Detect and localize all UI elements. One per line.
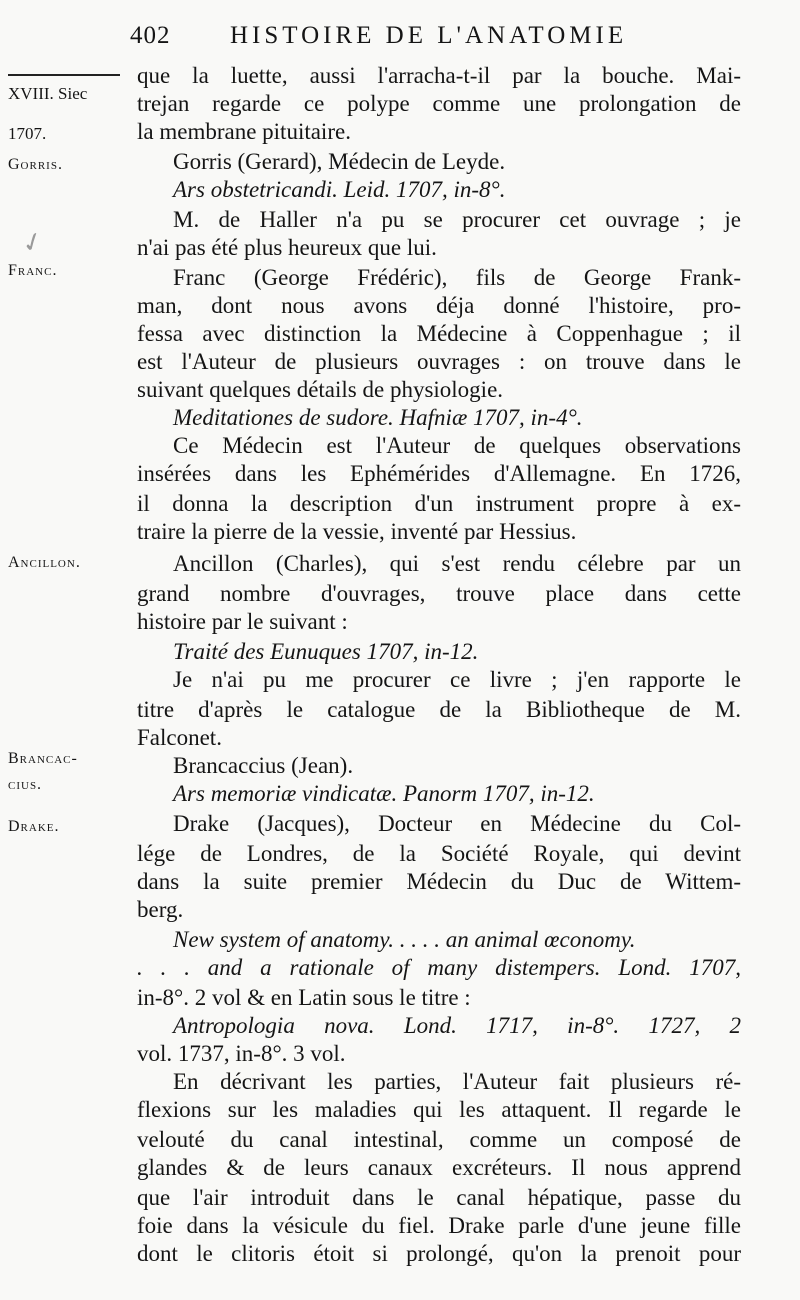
text-line: in-8°. 2 vol & en Latin sous le titre : [137, 985, 471, 1010]
text-line: glandes & de leurs canaux excréteurs. Il nous apprend [137, 1155, 741, 1180]
margin-note: Gorris. [8, 156, 63, 173]
text-line: est l'Auteur de plusieurs ouvrages : on trouve dans le [137, 349, 741, 374]
text-line: Ars obstetricandi. Leid. 1707, in-8°. [173, 177, 506, 202]
text-line: Gorris (Gerard), Médecin de Leyde. [173, 149, 506, 174]
text-line: lége de Londres, de la Société Royale, qui devint [137, 841, 741, 866]
text-line: dont le clitoris étoit si prolongé, qu'on la prenoit pour [137, 1241, 741, 1266]
text-line: Meditationes de sudore. Hafniæ 1707, in-4°. [173, 405, 583, 430]
text-line: que l'air introduit dans le canal hépatique, passe du [137, 1185, 741, 1210]
text-line: histoire par le suivant : [137, 609, 348, 634]
margin-note: Ancillon. [8, 554, 81, 571]
text-line: . . . and a rationale of many distempers. Lond. 1707, [137, 955, 741, 980]
page-header [130, 22, 770, 56]
text-line: Drake (Jacques), Docteur en Médecine du Col- [173, 811, 741, 836]
text-line: insérées dans les Ephémérides d'Allemagne. En 1726, [137, 461, 741, 486]
text-line: flexions sur les maladies qui les attaquent. Il regarde le [137, 1097, 741, 1122]
text-line: foie dans la vésicule du fiel. Drake parle d'une jeune fille [137, 1213, 741, 1238]
text-line: titre d'après le catalogue de la Bibliotheque de M. [137, 697, 741, 722]
margin-note: XVIII. Siec [8, 84, 88, 103]
text-line: dans la suite premier Médecin du Duc de Wittem- [137, 869, 741, 894]
text-line: trejan regarde ce polype comme une prolongation de [137, 91, 741, 116]
text-line: velouté du canal intestinal, comme un composé de [137, 1127, 741, 1152]
text-line: n'ai pas été plus heureux que lui. [137, 235, 437, 260]
running-title: HISTOIRE DE L'ANATOMIE [230, 22, 628, 49]
margin-note: Brancac- [8, 750, 78, 767]
text-line: suivant quelques détails de physiologie. [137, 377, 504, 402]
text-line: traire la pierre de la vessie, inventé par Hessius. [137, 519, 577, 544]
text-line: berg. [137, 897, 184, 922]
text-line: Je n'ai pu me procurer ce livre ; j'en rapporte le [173, 667, 741, 692]
text-line: vol. 1737, in-8°. 3 vol. [137, 1041, 346, 1066]
text-line: il donna la description d'un instrument propre à ex- [137, 491, 741, 516]
text-line: que la luette, aussi l'arracha-t-il par la bouche. Mai- [137, 63, 741, 88]
text-line: New system of anatomy. . . . . an animal œconomy. [173, 927, 636, 952]
text-line: fessa avec distinction la Médecine à Coppenhague ; il [137, 321, 741, 346]
text-line: Traité des Eunuques 1707, in-12. [173, 639, 479, 664]
text-line: Ars memoriæ vindicatæ. Panorm 1707, in-12. [173, 781, 595, 806]
text-line: Brancaccius (Jean). [173, 753, 354, 778]
text-line: M. de Haller n'a pu se procurer cet ouvrage ; je [173, 207, 741, 232]
text-line: Ce Médecin est l'Auteur de quelques observations [173, 433, 741, 458]
text-line: Antropologia nova. Lond. 1717, in-8°. 1727, 2 [173, 1013, 741, 1038]
margin-note: 1707. [8, 124, 47, 143]
pencil-check-mark: ✓ [17, 225, 48, 260]
page-number: 402 [130, 22, 171, 49]
text-line: man, dont nous avons déja donné l'histoire, pro- [137, 293, 741, 318]
text-line: la membrane pituitaire. [137, 119, 351, 144]
margin-note: Drake. [8, 818, 60, 835]
text-line: En décrivant les parties, l'Auteur fait plusieurs ré- [173, 1069, 741, 1094]
text-line: Falconet. [137, 725, 222, 750]
text-line: Franc (George Frédéric), fils de George Frank- [173, 265, 741, 290]
text-line: Ancillon (Charles), qui s'est rendu célebre par un [173, 551, 741, 576]
text-line: grand nombre d'ouvrages, trouve place dans cette [137, 581, 741, 606]
margin-note: cius. [8, 776, 43, 793]
margin-rule [8, 74, 120, 76]
margin-note: Franc. [8, 262, 58, 279]
